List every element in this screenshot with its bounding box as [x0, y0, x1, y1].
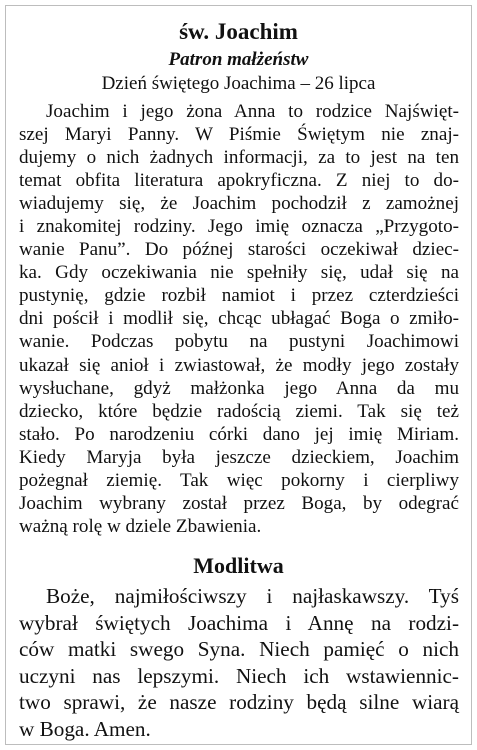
prayer-text	[19, 583, 459, 743]
text-line: pustynię, gdzie rozbił namiot i przez czterdzieści	[19, 285, 459, 307]
patron-subtitle: Patron małżeństw	[168, 49, 309, 70]
prayer-heading: Modlitwa	[193, 553, 284, 578]
prayer-line: w Boga. Amen.	[19, 716, 151, 741]
text-line: wysłuchane, gdyż małżonka jego Anna da mu	[19, 377, 459, 399]
text-line: szej Maryi Panny. W Piśmie Świętym nie znaj-	[19, 124, 459, 146]
text-line: dujemy o nich żadnych informacji, za to jest na ten	[19, 147, 459, 169]
text-line: wanie Panu”. Do późnej starości oczekiwał dziec-	[19, 239, 459, 261]
saint-name-title: św. Joachim	[179, 19, 298, 44]
feast-day-line: Dzień świętego Joachima – 26 lipca	[101, 73, 376, 94]
text-line: ważną rolę w dziele Zbawienia.	[19, 515, 262, 537]
text-line: wiadujemy się, że Joachim pochodził z zamożnej	[19, 193, 459, 215]
text-line: dziecko, które będzie radością ziemi. Tak się też	[19, 400, 459, 422]
text-line: Joachim wybrany został przez Boga, by odegrać	[19, 492, 459, 514]
text-line: i znakomitej rodziny. Jego imię oznacza „Przygoto-	[19, 216, 459, 238]
text-line: stało. Po narodzeniu córki dano jej imię Miriam.	[19, 423, 459, 445]
prayer-line: wybrał świętych Joachima i Annę na rodzi-	[19, 610, 459, 635]
prayer-line: ców matki swego Syna. Niech pamięć o nich	[19, 637, 459, 662]
biography-text	[19, 100, 459, 538]
text-line: temat obfita literatura apokryficzna. Z niej to do-	[19, 170, 459, 192]
prayer-card	[5, 5, 472, 745]
text-line: dni pościł i modlił się, chcąc ubłagać Boga o zmiło-	[19, 308, 459, 330]
text-line: Joachim i jego żona Anna to rodzice Najświęt-	[46, 101, 459, 122]
text-line: Kiedy Maryja była jeszcze dzieckiem, Joachim	[19, 446, 459, 468]
text-line: ukazał się anioł i zwiastował, że modły jego zostały	[19, 354, 459, 376]
text-line: ka. Gdy oczekiwania nie spełniły się, udał się na	[19, 262, 459, 284]
prayer-line: Boże, najmiłościwszy i najłaskawszy. Tyś	[46, 584, 459, 608]
text-line: pożegnał ziemię. Tak więc pokorny i cierpliwy	[19, 469, 459, 491]
text-line: wanie. Podczas pobytu na pustyni Joachimowi	[19, 331, 459, 353]
prayer-line: uczyni nas lepszymi. Niech ich wstawiennic-	[19, 663, 459, 688]
prayer-line: two sprawi, że nasze rodziny będą silne wiarą	[19, 690, 459, 715]
